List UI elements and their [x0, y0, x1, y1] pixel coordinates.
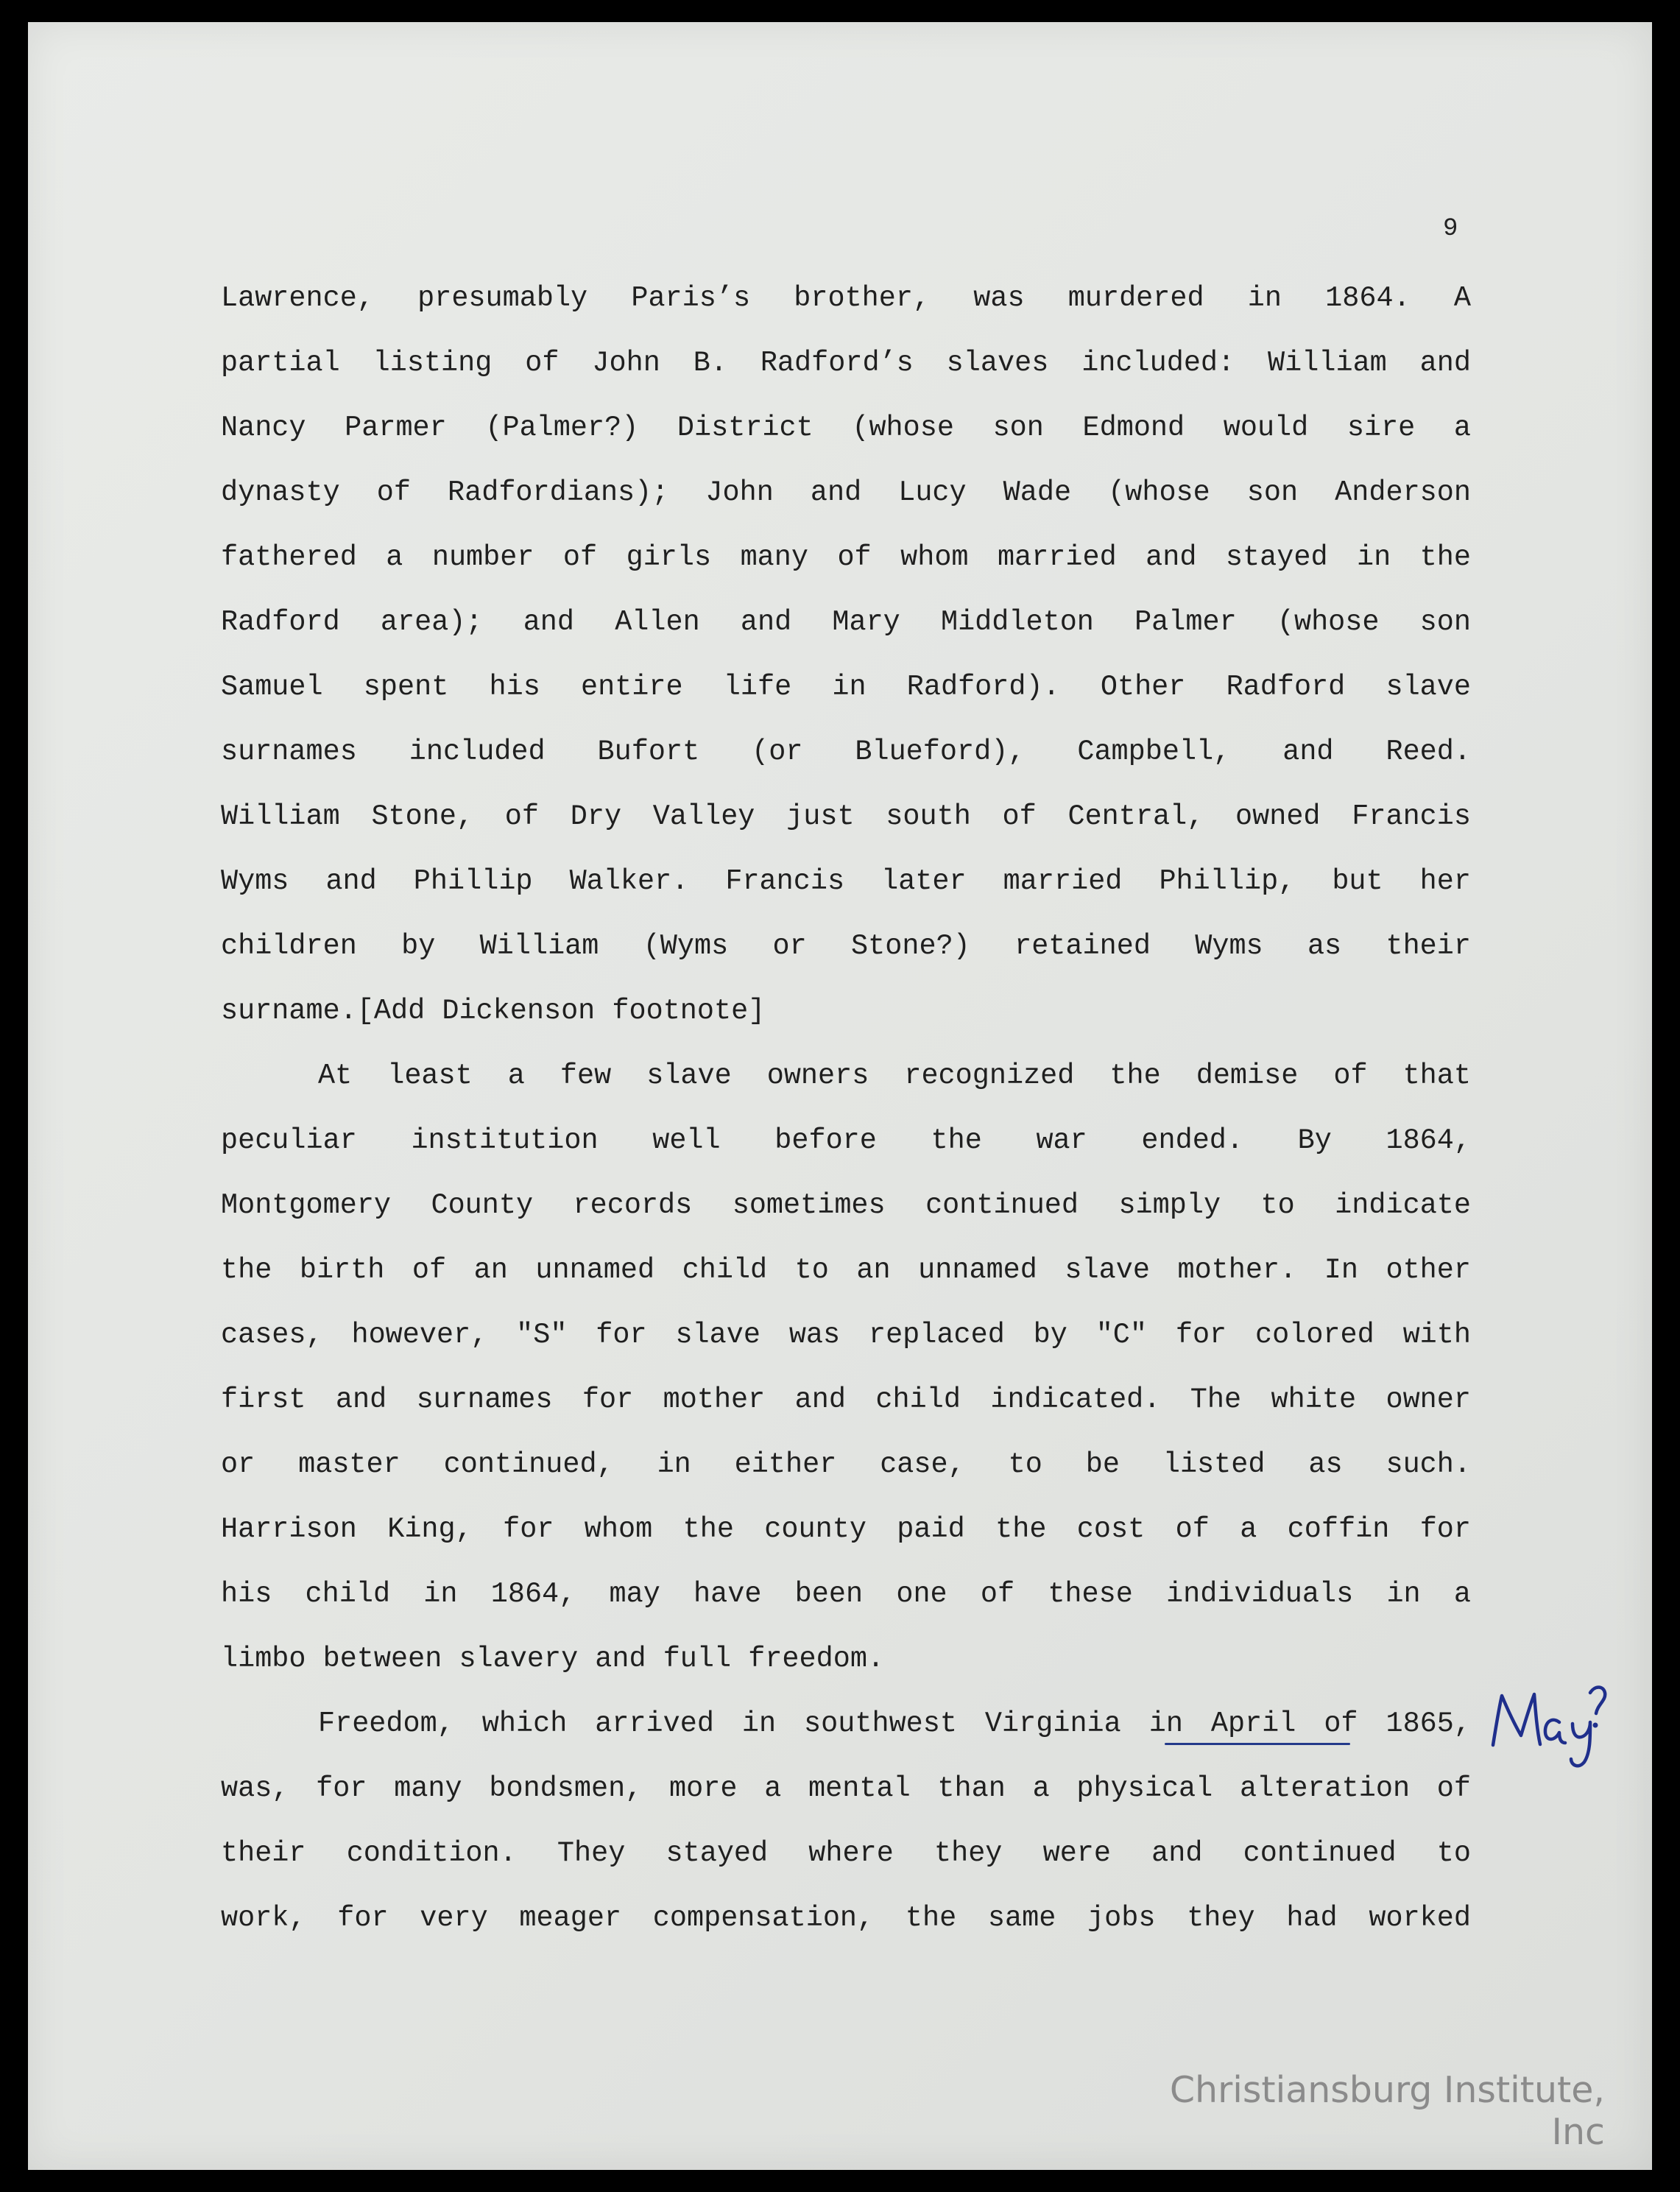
- handwritten-note: [1480, 1668, 1612, 1771]
- body-line: first and surnames for mother and child indicated. The white owner: [221, 1384, 1471, 1416]
- body-line: dynasty of Radfordians); John and Lucy Wade (whose son Anderson: [221, 476, 1471, 509]
- body-line: the birth of an unnamed child to an unnamed slave mother. In other: [221, 1254, 1471, 1286]
- body-line: fathered a number of girls many of whom married and stayed in the: [221, 541, 1471, 574]
- body-line: Radford area); and Allen and Mary Middleton Palmer (whose son: [221, 606, 1471, 638]
- body-line: limbo between slavery and full freedom.: [221, 1643, 885, 1675]
- body-line: was, for many bondsmen, more a mental than a physical alteration of: [221, 1772, 1471, 1805]
- body-line: partial listing of John B. Radford’s slaves included: William and: [221, 347, 1471, 379]
- body-line: surname.[Add Dickenson footnote]: [221, 995, 766, 1027]
- body-line: Nancy Parmer (Palmer?) District (whose son Edmond would sire a: [221, 412, 1471, 444]
- page-number: 9: [1443, 215, 1458, 243]
- body-line: Lawrence, presumably Paris’s brother, was murdered in 1864. A: [221, 282, 1471, 314]
- body-line: At least a few slave owners recognized the demise of that: [318, 1060, 1471, 1092]
- body-line: Harrison King, for whom the county paid the cost of a coffin for: [221, 1513, 1471, 1546]
- body-line: Samuel spent his entire life in Radford). Other Radford slave: [221, 671, 1471, 703]
- body-line: William Stone, of Dry Valley just south of Central, owned Francis: [221, 800, 1471, 833]
- body-line: work, for very meager compensation, the same jobs they had worked: [221, 1902, 1471, 1934]
- handwritten-underline: [1165, 1743, 1350, 1745]
- body-line: their condition. They stayed where they were and continued to: [221, 1837, 1471, 1869]
- body-line: surnames included Bufort (or Blueford), Campbell, and Reed.: [221, 736, 1471, 768]
- body-line: peculiar institution well before the war ended. By 1864,: [221, 1124, 1471, 1157]
- body-line: Montgomery County records sometimes continued simply to indicate: [221, 1189, 1471, 1222]
- body-line: his child in 1864, may have been one of these individuals in a: [221, 1578, 1471, 1610]
- body-line: Freedom, which arrived in southwest Virginia in April of 1865,: [318, 1708, 1471, 1740]
- watermark: Christiansburg Institute, Inc: [1169, 2069, 1605, 2153]
- body-line: children by William (Wyms or Stone?) retained Wyms as their: [221, 930, 1471, 962]
- body-line: cases, however, "S" for slave was replaced by "C" for colored with: [221, 1319, 1471, 1351]
- body-line: Wyms and Phillip Walker. Francis later married Phillip, but her: [221, 865, 1471, 898]
- body-line: or master continued, in either case, to be listed as such.: [221, 1448, 1471, 1481]
